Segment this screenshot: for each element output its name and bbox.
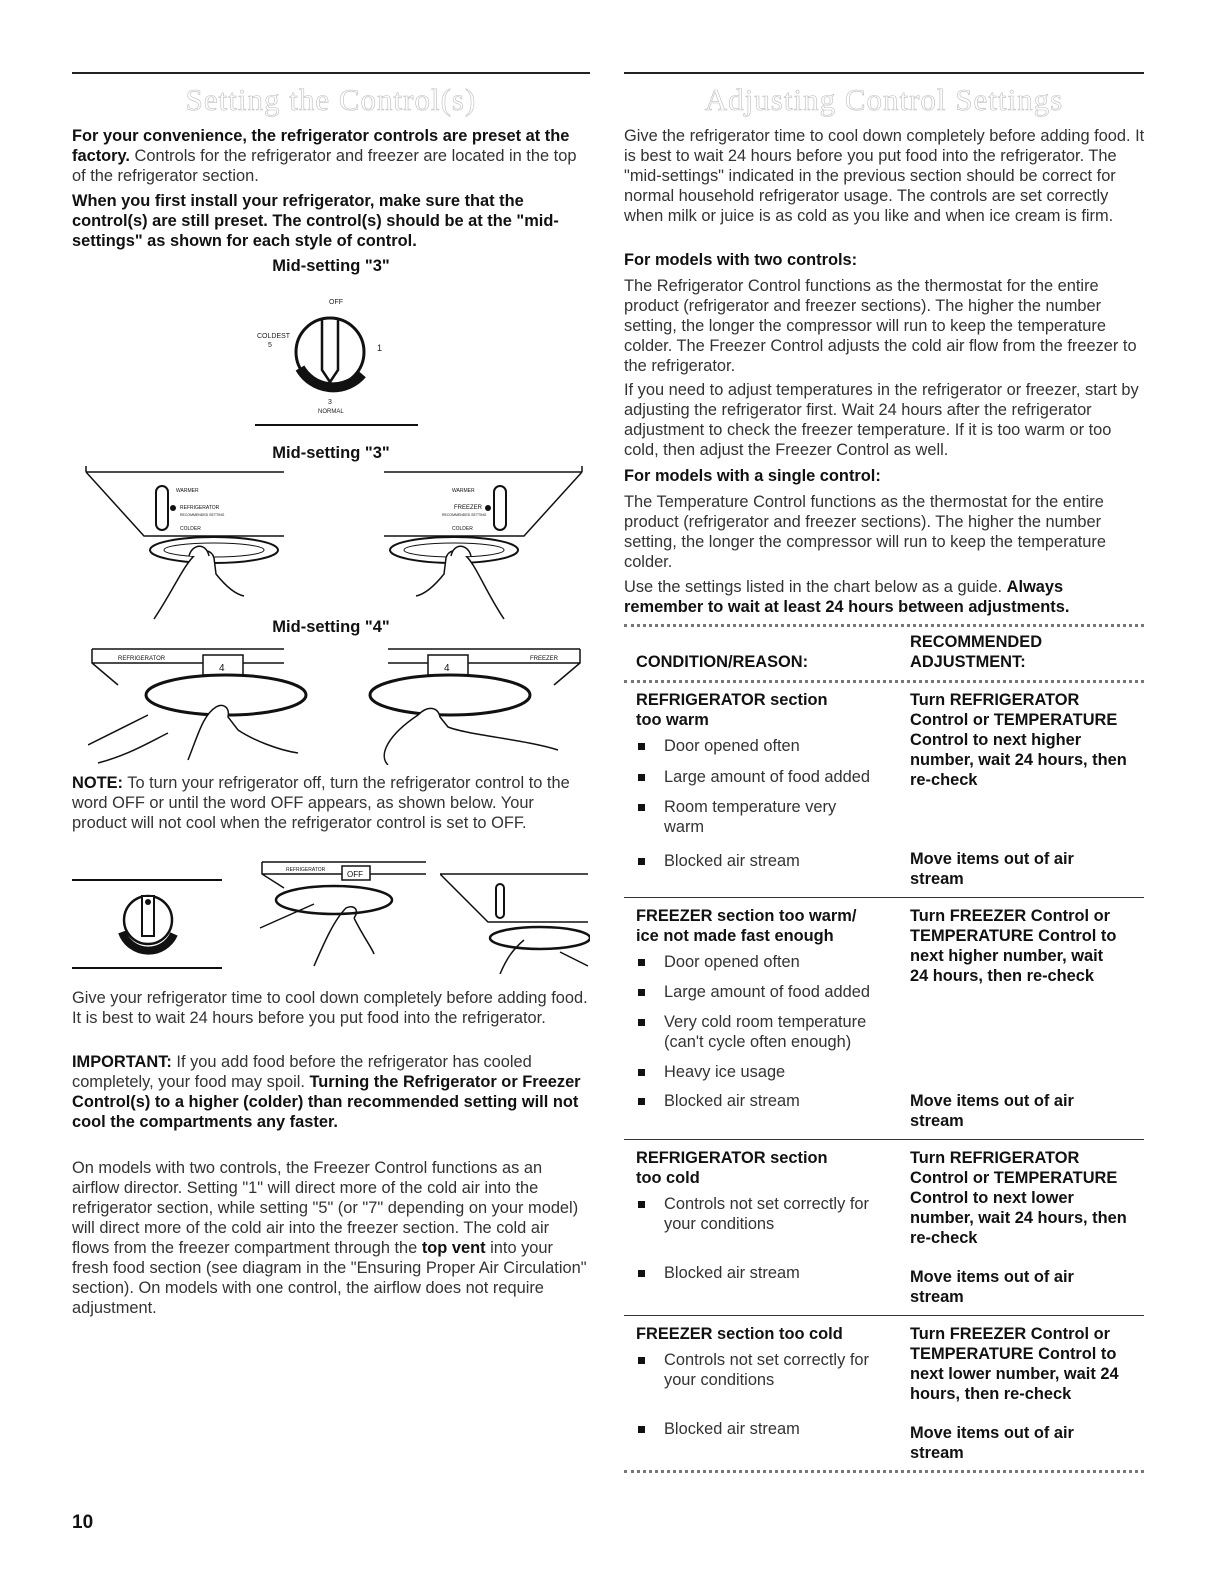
row1-bullet-1: Door opened often (634, 736, 800, 756)
row3-bullet-2: Blocked air stream (634, 1263, 800, 1283)
mid-setting-label-four: Mid-setting "4" (272, 618, 390, 636)
slider-control-figure (84, 464, 584, 624)
note-text: To turn your refrigerator off, turn the refrigerator control to the word OFF or until the word OFF appears, as shown below. Your product will not cool when the refrigerator control is set to OFF. (72, 774, 570, 832)
left-install-paragraph: When you first install your refrigerator, make sure that the control(s) are still preset. The control(s) should be at the "mid-settings" as shown for each style of control. (72, 192, 559, 250)
important-text: If you add food before the refrigerator has cooled completely, your food may spoil. (72, 1053, 532, 1091)
row3-bullet-1: Controls not set correctly for your conditions (634, 1194, 869, 1234)
right-adjust-paragraph: If you need to adjust temperatures in the refrigerator or freezer, start by adjusting the refrigerator first. Wait 24 hours after the refrigerator adjustment to check the freezer temperature. If it is too warm or too cold, then adjust the Freezer Control as well. (624, 381, 1139, 459)
mid4-control-figure (88, 645, 584, 765)
left-cooldown-paragraph: Give your refrigerator time to cool down completely before adding food. It is best to wait 24 hours before you put food into the refrigerator. (72, 989, 588, 1027)
table-header-condition: CONDITION/REASON: (636, 653, 809, 671)
row1-divider (624, 897, 1144, 898)
heading-two-controls: For models with two controls: (624, 251, 858, 269)
row2-condition: FREEZER section too warm/ ice not made fast enough (636, 907, 857, 945)
row1-adjustment: Turn REFRIGERATOR Control or TEMPERATURE Control to next higher number, wait 24 hours, then re-check (910, 691, 1127, 789)
svg-text:COLDER: COLDER (180, 526, 201, 532)
dial-one-label: 1 (377, 343, 383, 353)
svg-text:COLDER: COLDER (452, 526, 473, 532)
left-airflow-paragraph (72, 1158, 590, 1318)
row4-condition: FREEZER section too cold (636, 1325, 843, 1343)
svg-text:RECOMMENDED SETTING: RECOMMENDED SETTING (180, 513, 225, 517)
important-label: IMPORTANT: (72, 1053, 172, 1071)
svg-text:FREEZER: FREEZER (530, 656, 559, 662)
dial-control-figure (240, 290, 430, 430)
row3-adjustment: Turn REFRIGERATOR Control or TEMPERATURE Control to next lower number, wait 24 hours, then re-check (910, 1149, 1127, 1247)
note-bold: NOTE: (72, 774, 123, 792)
mid-setting-label-slider: Mid-setting "3" (272, 444, 390, 462)
dial-normal-label: NORMAL (318, 409, 344, 415)
off-dial-figure (72, 862, 232, 974)
left-note-paragraph (72, 773, 590, 833)
row4-bullet-1: Controls not set correctly for your conditions (634, 1350, 869, 1390)
svg-text:WARMER: WARMER (176, 488, 199, 494)
right-two-controls-paragraph: The Refrigerator Control functions as the thermostat for the entire product (refrigerator and freezer sections). The higher the number setting, the longer the compressor will run to keep the temperature colder. The Freezer Control adjusts the cold air flow from the freezer to the refrigerator. (624, 277, 1137, 375)
dial-coldest-label: COLDEST (257, 333, 291, 340)
table-header-recommended: RECOMMENDED (910, 633, 1043, 651)
row2-bullet-5: Blocked air stream (634, 1091, 800, 1111)
svg-text:4: 4 (219, 663, 225, 674)
off-slider-freezer-figure (440, 862, 590, 974)
row3-divider (624, 1315, 1144, 1316)
dial-five-label: 5 (268, 342, 272, 349)
guide-text: Use the settings listed in the chart below as a guide. (624, 578, 1007, 596)
row1-move-items: Move items out of air stream (910, 850, 1074, 888)
left-top-rule (72, 72, 590, 74)
row2-move-items: Move items out of air stream (910, 1092, 1074, 1130)
row1-bullet-2: Large amount of food added (634, 767, 870, 787)
svg-text:FREEZER: FREEZER (454, 505, 483, 511)
row4-bullet-2: Blocked air stream (634, 1419, 800, 1439)
intro-bold: For your convenience, the refrigerator controls are preset at the factory. (72, 127, 570, 165)
intro-text: Controls for the refrigerator and freezer are located in the top of the refrigerator section. (72, 147, 577, 185)
off-slider-figure (254, 858, 434, 973)
svg-text:4: 4 (444, 663, 450, 674)
row2-bullet-1: Door opened often (634, 952, 800, 972)
left-intro-paragraph (72, 126, 590, 186)
row2-bullet-4: Heavy ice usage (634, 1062, 785, 1082)
mid-setting-label-dial: Mid-setting "3" (272, 257, 390, 275)
right-guide-paragraph (624, 577, 1146, 617)
table-top-border (624, 624, 1144, 627)
right-single-control-paragraph: The Temperature Control functions as the thermostat for the entire product (refrigerator and freezer sections). The higher the number setting, the longer the compressor will run to keep the temperature colder. (624, 493, 1106, 571)
row2-adjustment: Turn FREEZER Control or TEMPERATURE Control to next higher number, wait 24 hours, then re-check (910, 907, 1117, 985)
row4-adjustment: Turn FREEZER Control or TEMPERATURE Control to next lower number, wait 24 hours, then re-check (910, 1325, 1119, 1403)
row2-bullet-3: Very cold room temperature (can't cycle often enough) (634, 1012, 866, 1052)
svg-text:REFRIGERATOR: REFRIGERATOR (286, 867, 326, 873)
dial-three-label: 3 (328, 399, 332, 406)
right-section-title: Adjusting Control Settings (704, 82, 1064, 117)
right-top-rule (624, 72, 1144, 74)
right-intro-paragraph: Give the refrigerator time to cool down completely before adding food. It is best to wait 24 hours before you put food into the refrigerator. The "mid-settings" indicated in the previous section should be correct for normal household refrigerator usage. The controls are set correctly when milk or juice is as cold as you like and when ice cream is firm. (624, 127, 1145, 225)
airflow-text: On models with two controls, the Freezer Control functions as an airflow director. Setting "1" will direct more of the cold air into the refrigerator section, while setting "5" (or "7" depending on your model) will direct more of the cold air into the freezer section. The cold air flows from the freezer compartment through the (72, 1159, 579, 1257)
row3-move-items: Move items out of air stream (910, 1268, 1074, 1306)
page-number: 10 (72, 1512, 94, 1533)
svg-text:RECOMMENDED SETTING: RECOMMENDED SETTING (442, 513, 487, 517)
guide-bold: Always remember to wait at least 24 hours between adjustments. (624, 578, 1070, 616)
row2-divider (624, 1139, 1144, 1140)
dial-off-label: OFF (329, 299, 343, 306)
svg-text:REFRIGERATOR: REFRIGERATOR (180, 505, 220, 511)
svg-text:WARMER: WARMER (452, 488, 475, 494)
dial-pointer (322, 320, 338, 382)
row1-bullet-3: Room temperature very warm (634, 797, 836, 837)
heading-single-control: For models with a single control: (624, 467, 881, 485)
table-header-adjustment: ADJUSTMENT: (910, 653, 1026, 671)
row1-bullet-4: Blocked air stream (634, 851, 800, 871)
left-important-paragraph (72, 1052, 590, 1132)
svg-text:OFF: OFF (347, 870, 363, 879)
row2-bullet-2: Large amount of food added (634, 982, 870, 1002)
airflow-text-2: into your fresh food section (see diagram in the "Ensuring Proper Air Circulation" section). On models with one control, the airflow does not require adjustment. (72, 1239, 587, 1317)
left-section-title: Setting the Control(s) (185, 82, 477, 117)
row1-condition: REFRIGERATOR section too warm (636, 691, 828, 729)
table-bottom-border (624, 1470, 1144, 1473)
table-header-border (624, 680, 1144, 683)
important-bold-text: Turning the Refrigerator or Freezer Control(s) to a higher (colder) than recommended setting will not cool the compartments any faster. (72, 1073, 581, 1131)
airflow-top-vent: top vent (421, 1239, 486, 1257)
row4-move-items: Move items out of air stream (910, 1424, 1074, 1462)
row3-condition: REFRIGERATOR section too cold (636, 1149, 828, 1187)
svg-text:REFRIGERATOR: REFRIGERATOR (118, 656, 166, 662)
